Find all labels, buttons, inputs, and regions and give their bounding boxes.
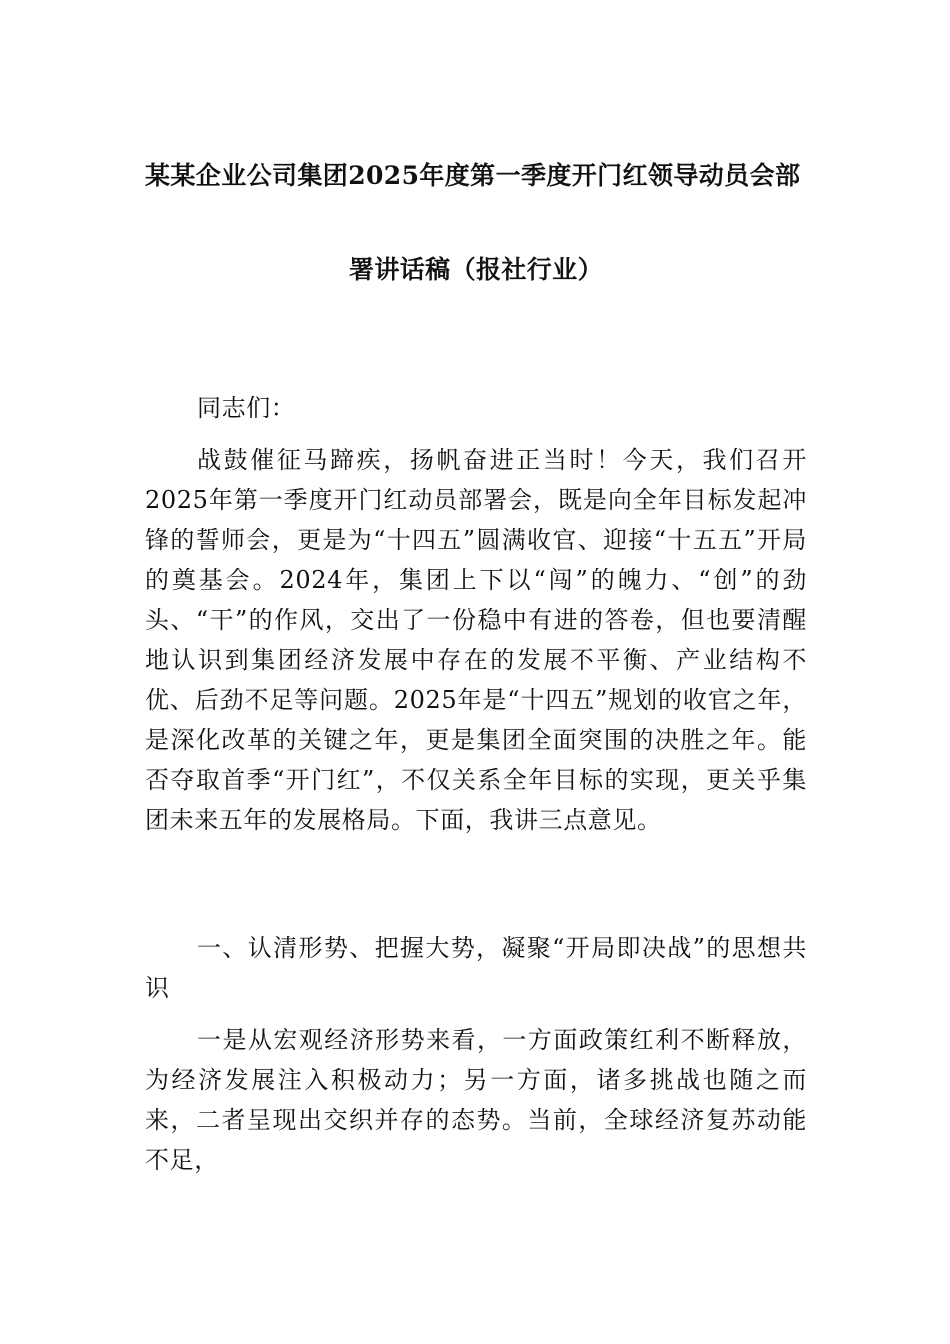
section-heading-1: 一、认清形势、把握大势，凝聚“开局即决战”的思想共识 [145, 934, 807, 1002]
section-1-paragraph-1: 一是从宏观经济形势来看，一方面政策红利不断释放，为经济发展注入积极动力；另一方面，诸多挑战也随之而来，二者呈现出交织并存的态势。当前，全球经济复苏动能不足， [145, 1026, 807, 1174]
opening-paragraph: 战鼓催征马蹄疾，扬帆奋进正当时！今天，我们召开2025年第一季度开门红动员部署会，既是向全年目标发起冲锋的誓师会，更是为“十四五”圆满收官、迎接“十五五”开局的奠基会。2024年，集团上下以“闯”的魄力、“创”的劲头、“干”的作风，交出了一份稳中有进的答卷，但也要清醒地认识到集团经济发展中存在的发展不平衡、产业结构不优、后劲不足等问题。2025年是“十四五”规划的收官之年，是深化改革的关键之年，更是集团全面突围的决胜之年。能否夺取首季“开门红”，不仅关系全年目标的实现，更关乎集团未来五年的发展格局。下面，我讲三点意见。 [145, 446, 807, 834]
salutation: 同志们： [197, 394, 296, 422]
document-title-line-2: 署讲话稿（报社行业） [348, 255, 603, 284]
document-title-line-1: 某某企业公司集团2025年度第一季度开门红领导动员会部 [145, 161, 801, 190]
